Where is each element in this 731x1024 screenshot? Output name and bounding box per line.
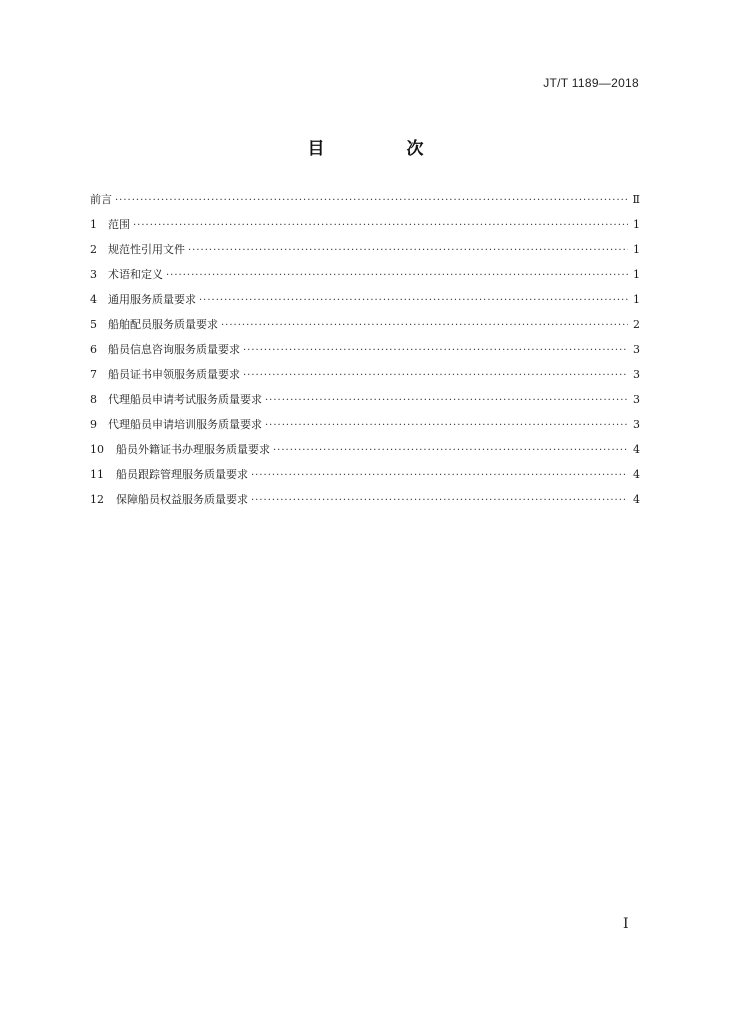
toc-label: 船员外籍证书办理服务质量要求: [116, 443, 270, 456]
toc-number: 8: [90, 393, 97, 406]
toc-leader: [115, 195, 628, 206]
toc-page: 1: [633, 218, 640, 231]
toc-label: 规范性引用文件: [108, 243, 185, 256]
toc-label: 代理船员申请考试服务质量要求: [108, 393, 262, 406]
toc-entry-4[interactable]: [90, 291, 640, 316]
toc-number: 12: [90, 493, 104, 506]
toc-entry-1[interactable]: [90, 216, 640, 241]
toc-page: 4: [633, 443, 640, 456]
toc-entry-5[interactable]: [90, 316, 640, 341]
toc-page: 4: [633, 468, 640, 481]
toc-page: 1: [633, 243, 640, 256]
toc-leader: [265, 395, 628, 406]
toc-entry-foreword[interactable]: [90, 191, 640, 216]
toc-label: 船员跟踪管理服务质量要求: [116, 468, 248, 481]
toc-number: 1: [90, 218, 97, 231]
toc-leader: [251, 470, 628, 481]
toc-leader: [166, 270, 628, 281]
toc-number: 10: [90, 443, 104, 456]
toc-leader: [251, 495, 628, 506]
toc-leader: [199, 295, 628, 306]
toc-leader: [188, 245, 628, 256]
toc-number: 3: [90, 268, 97, 281]
toc-label: 范围: [108, 218, 130, 231]
toc-number: 7: [90, 368, 97, 381]
toc-page: 4: [633, 493, 640, 506]
toc-leader: [243, 345, 628, 356]
toc-leader: [133, 220, 628, 231]
toc-page: 2: [633, 318, 640, 331]
standard-code: JT/T 1189—2018: [543, 76, 639, 90]
toc-page: 1: [633, 293, 640, 306]
toc-label: 船员证书申领服务质量要求: [108, 368, 240, 381]
toc-number: 4: [90, 293, 97, 306]
toc-label: 船舶配员服务质量要求: [108, 318, 218, 331]
toc-label: 代理船员申请培训服务质量要求: [108, 418, 262, 431]
toc-number: 5: [90, 318, 97, 331]
toc-page: 3: [633, 368, 640, 381]
toc-label: 术语和定义: [108, 268, 163, 281]
toc-entry-11[interactable]: [90, 466, 640, 491]
toc-entry-7[interactable]: [90, 366, 640, 391]
toc-entry-9[interactable]: [90, 416, 640, 441]
toc-entry-2[interactable]: [90, 241, 640, 266]
toc-label: 前言: [90, 193, 112, 206]
toc-number: 11: [90, 468, 104, 481]
toc-leader: [265, 420, 628, 431]
toc-page: 3: [633, 393, 640, 406]
toc-page: 3: [633, 343, 640, 356]
toc-entry-6[interactable]: [90, 341, 640, 366]
page-number: I: [623, 916, 629, 932]
toc-entry-3[interactable]: [90, 266, 640, 291]
toc-label: 通用服务质量要求: [108, 293, 196, 306]
toc-entry-8[interactable]: [90, 391, 640, 416]
toc-leader: [273, 445, 628, 456]
toc-label: 船员信息咨询服务质量要求: [108, 343, 240, 356]
table-of-contents: [90, 191, 640, 516]
toc-label: 保障船员权益服务质量要求: [116, 493, 248, 506]
toc-number: 9: [90, 418, 97, 431]
page-title: 目 次: [307, 139, 462, 159]
toc-page: Ⅱ: [632, 193, 640, 206]
toc-leader: [221, 320, 628, 331]
toc-leader: [243, 370, 628, 381]
toc-page: 1: [633, 268, 640, 281]
toc-number: 6: [90, 343, 97, 356]
toc-entry-10[interactable]: [90, 441, 640, 466]
toc-page: 3: [633, 418, 640, 431]
toc-entry-12[interactable]: [90, 491, 640, 516]
toc-number: 2: [90, 243, 97, 256]
